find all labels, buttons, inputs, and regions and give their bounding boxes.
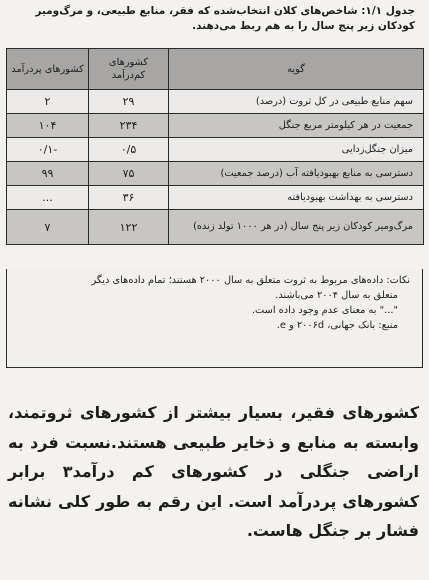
- row-low-income-value: ۲۹: [89, 90, 169, 114]
- row-indicator: دسترسی به منابع بهبودیافته آب (درصد جمعیت): [169, 162, 424, 186]
- row-low-income-value: ۲۳۴: [89, 114, 169, 138]
- row-low-income-value: ۷۵: [89, 162, 169, 186]
- row-high-income-value: ...: [7, 186, 89, 210]
- row-high-income-value: ۲: [7, 90, 89, 114]
- row-high-income-value: ۷: [7, 210, 89, 245]
- row-indicator: میزان جنگل‌زدایی: [169, 138, 424, 162]
- row-high-income-value: ۹۹: [7, 162, 89, 186]
- indicators-table: [6, 48, 424, 245]
- row-low-income-value: ۳۶: [89, 186, 169, 210]
- table-row: [7, 114, 424, 138]
- note-line: متعلق به سال ۲۰۰۴ می‌باشند.: [275, 290, 398, 301]
- header-high-income: کشورهای پردرآمد: [7, 49, 89, 90]
- header-low-income: کشورهای کم‌درآمد: [89, 49, 169, 90]
- table-row: [7, 210, 424, 245]
- row-low-income-value: ۱۲۲: [89, 210, 169, 245]
- table-caption: جدول ۱/۱: شاخص‌های کلان انتخاب‌شده که فقر، منابع طبیعی، و مرگ‌ومیر کودکان زیر پنج سال را به هم ربط می‌دهند.: [35, 5, 415, 32]
- row-indicator: مرگ‌ومیر کودکان زیر پنج سال (در هر ۱۰۰۰ تولد زنده): [169, 210, 424, 245]
- row-high-income-value: -۰/۱: [7, 138, 89, 162]
- row-indicator: سهم منابع طبیعی در کل ثروت (درصد): [169, 90, 424, 114]
- table-notes: [6, 269, 423, 368]
- table-row: [7, 138, 424, 162]
- note-line: نکات: داده‌های مربوط به ثروت متعلق به سال ۲۰۰۰ هستند؛ تمام داده‌های دیگر: [91, 275, 410, 286]
- row-high-income-value: ۱۰۴: [7, 114, 89, 138]
- table-row: [7, 186, 424, 210]
- header-indicator: گویه: [169, 49, 424, 90]
- note-line: "..." به معنای عدم وجود داده است.: [251, 305, 398, 316]
- table-row: [7, 162, 424, 186]
- row-low-income-value: ۰/۵: [89, 138, 169, 162]
- row-indicator: جمعیت در هر کیلومتر مربع جنگل: [169, 114, 424, 138]
- table-header-row: [7, 49, 424, 90]
- table-row: [7, 90, 424, 114]
- source-line: منبع: بانک جهانی، ۲۰۰۶d و e.: [276, 320, 398, 331]
- row-indicator: دسترسی به بهداشت بهبودیافته: [169, 186, 424, 210]
- body-paragraph: کشورهای فقیر، بسیار بیشتر از کشورهای ثروتمند، وابسته به منابع و ذخایر طبیعی هستند.نسبت فرد به اراضی جنگلی در کشورهای کم درآمد۳ برابر کشورهای پردرآمد است. این رقم به طور کلی نشانه فشار بر جنگل هاست.: [8, 403, 420, 540]
